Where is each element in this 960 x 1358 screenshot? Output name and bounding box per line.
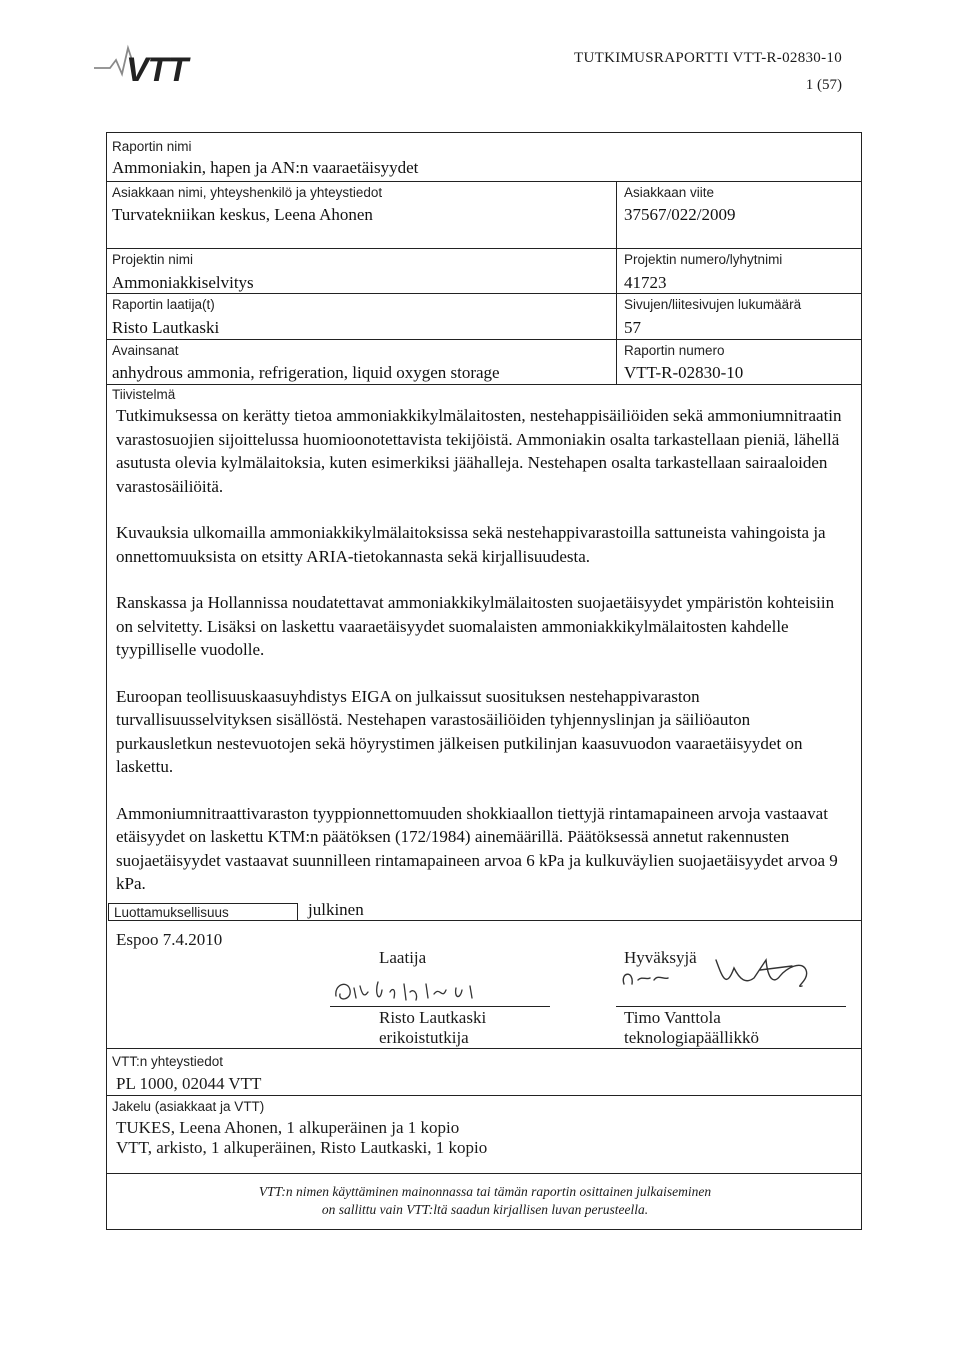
author-title: erikoistutkija (379, 1028, 469, 1047)
report-number-label: Raportin numero (624, 343, 725, 358)
approver-signature-icon (616, 950, 836, 1000)
separator (106, 1173, 862, 1174)
contact-label: VTT:n yhteystiedot (112, 1054, 224, 1069)
signature-line (616, 1006, 846, 1007)
client-value: Turvatekniikan keskus, Leena Ahonen (112, 205, 373, 224)
summary-body (116, 404, 842, 919)
confidentiality-value: julkinen (308, 900, 364, 919)
place-date: Espoo 7.4.2010 (116, 930, 223, 949)
author-name: Risto Lautkaski (379, 1008, 487, 1027)
separator (298, 920, 862, 921)
separator (106, 1095, 862, 1096)
summary-paragraph: Tutkimuksessa on kerätty tietoa ammoniakkikylmälaitosten, nestehappisäiliöiden sekä ammoniumnitraatin varastosuojien sijoittelussa huomioonotettavista tekijöistä. Ammoniakin osalta tarkastellaan pieniä, lähellä asutusta olevia kylmälaitoksia, kuten esimerkiksi jäähalleja. Nestehapen osalta tarkastellaan sairaaloiden varastosäiliöitä. (116, 406, 842, 496)
summary-label: Tiivistelmä (112, 387, 176, 402)
client-ref-value: 37567/022/2009 (624, 205, 736, 224)
summary-paragraph: Kuvauksia ulkomailla ammoniakkikylmälaitoksissa sekä nestehappivarastoilla sattuneista vahingoista ja onnettomuuksista on etsitty ARIA-tietokannasta sekä kirjallisuudesta. (116, 523, 826, 566)
authors-value: Risto Lautkaski (112, 318, 220, 337)
separator (106, 293, 862, 294)
keywords-label: Avainsanat (112, 343, 179, 358)
svg-text:VTT: VTT (126, 51, 188, 88)
approver-name: Timo Vanttola (624, 1008, 721, 1027)
distribution-line: TUKES, Leena Ahonen, 1 alkuperäinen ja 1 kopio (116, 1118, 460, 1137)
summary-paragraph: Euroopan teollisuuskaasuyhdistys EIGA on julkaissut suosituksen nestehappivaraston turvallisuusselvityksen sisällöstä. Nestehapen varastosäiliöiden tyhjennyslinjan ja säiliöauton purkausletkun nestevuotojen sekä höyrystimen jälkeisen putkilinjan kaasuvuodon vaaraetäisyydet on laskettu. (116, 686, 803, 776)
signature-line (330, 1006, 550, 1007)
distribution-line: VTT, arkisto, 1 alkuperäinen, Risto Lautkaski, 1 kopio (116, 1138, 488, 1157)
footer-note (110, 1183, 860, 1219)
separator (106, 1048, 862, 1049)
summary-paragraph: Ranskassa ja Hollannissa noudatettavat ammoniakkikylmälaitosten suojaetäisyydet ympäristön kohteisiin on selvitetty. Lisäksi on laskettu vaaraetäisyydet suomalaisten ammoniakkikylmälaitosten kahdelle tyypilliselle vuodolle. (116, 593, 835, 659)
separator (106, 248, 862, 249)
keywords-value: anhydrous ammonia, refrigeration, liquid oxygen storage (112, 363, 500, 382)
summary-paragraph: Ammoniumnitraattivaraston tyyppionnettomuuden shokkiaallon tiettyjä rintamapaineen arvoja vastaavat etäisyydet on laskettu KTM:n päätöksen (172/1984) ainemäärillä. Päätöksessä annetut rakennusten suojaetäisyydet vastaavat suunnilleen rintamapaineen arvoa 6 kPa ja kulkuväylien suojaetäisyydet arvoa 9 kPa. (116, 803, 838, 893)
page-count-label: Sivujen/liitesivujen lukumäärä (624, 297, 802, 312)
project-name-label: Projektin nimi (112, 252, 194, 267)
distribution-label: Jakelu (asiakkaat ja VTT) (112, 1099, 265, 1114)
author-signature-icon (330, 974, 540, 1010)
column-divider (616, 181, 617, 384)
author-role: Laatija (379, 948, 427, 967)
confidentiality-label: Luottamuksellisuus (114, 905, 229, 920)
footer-note-line: VTT:n nimen käyttäminen mainonnassa tai tämän raportin osittainen julkaiseminen (258, 1184, 712, 1199)
approver-role: Hyväksyjä (624, 948, 697, 967)
client-ref-label: Asiakkaan viite (624, 185, 715, 200)
contact-value: PL 1000, 02044 VTT (116, 1074, 262, 1093)
separator (106, 181, 862, 182)
report-number-value: VTT-R-02830-10 (624, 363, 744, 382)
project-name-value: Ammoniakkiselvitys (112, 273, 254, 292)
separator (106, 339, 862, 340)
project-number-label: Projektin numero/lyhytnimi (624, 252, 783, 267)
report-name-value: Ammoniakin, hapen ja AN:n vaaraetäisyydet (112, 158, 419, 177)
client-label: Asiakkaan nimi, yhteyshenkilö ja yhteystiedot (112, 185, 383, 200)
project-number-value: 41723 (624, 273, 667, 292)
report-id-header: TUTKIMUSRAPORTTI VTT-R-02830-10 (574, 50, 842, 66)
report-name-label: Raportin nimi (112, 139, 192, 154)
separator (106, 384, 862, 385)
authors-label: Raportin laatija(t) (112, 297, 215, 312)
footer-note-line: on sallittu vain VTT:ltä saadun kirjallisen luvan perusteella. (321, 1202, 649, 1217)
vtt-logo-icon (92, 38, 222, 88)
approver-title: teknologiapäällikkö (624, 1028, 760, 1047)
page-count-header: 1 (57) (805, 77, 842, 93)
page-count-value: 57 (624, 318, 641, 337)
